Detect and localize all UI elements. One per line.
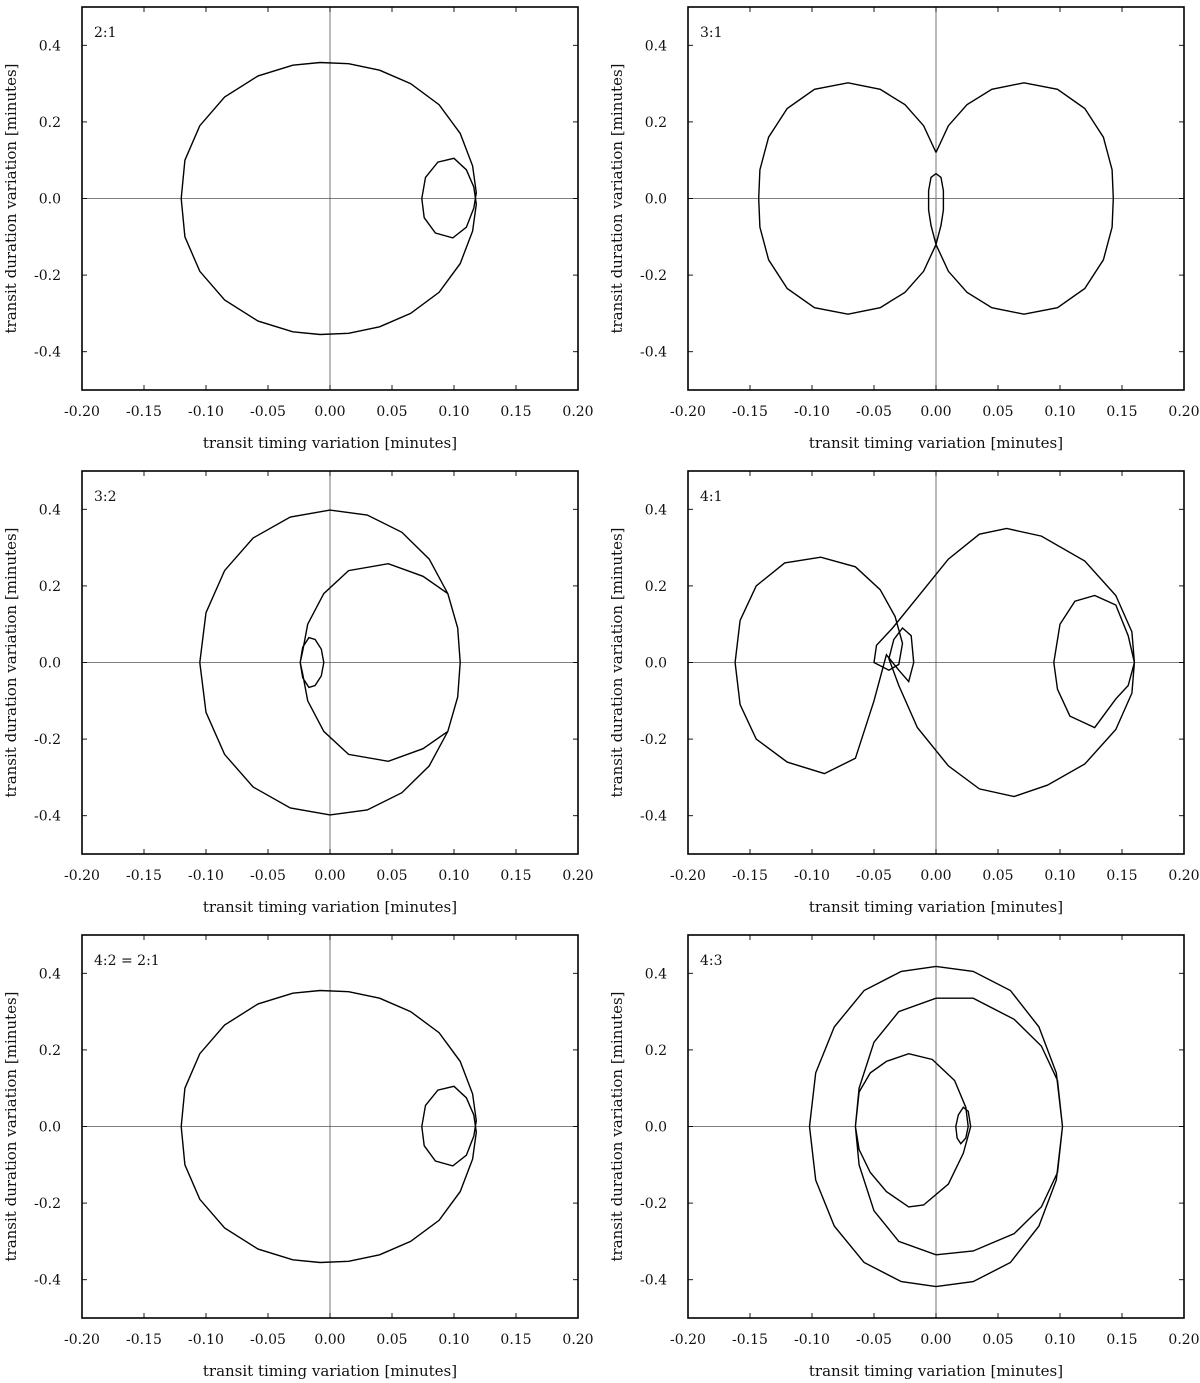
y-tick-label: -0.2 bbox=[34, 268, 61, 285]
y-tick-label: -0.2 bbox=[640, 1196, 667, 1213]
panel-4 bbox=[608, 471, 1200, 916]
x-tick-label: 0.05 bbox=[982, 1332, 1014, 1348]
x-tick-label: -0.10 bbox=[794, 1332, 830, 1348]
y-tick-label: 0.4 bbox=[644, 966, 667, 983]
x-tick-label: 0.00 bbox=[314, 404, 346, 420]
x-tick-label: 0.20 bbox=[562, 1332, 594, 1348]
x-tick-label: 0.05 bbox=[376, 1332, 408, 1348]
y-axis-label: transit duration variation [minutes] bbox=[2, 991, 20, 1262]
y-axis-label: transit duration variation [minutes] bbox=[608, 527, 626, 798]
x-tick-label: 0.15 bbox=[500, 1332, 532, 1348]
x-tick-label: 0.05 bbox=[982, 404, 1014, 420]
x-tick-label: 0.00 bbox=[920, 868, 952, 884]
x-tick-label: 0.10 bbox=[1044, 404, 1076, 420]
panel-title: 2:1 bbox=[94, 25, 117, 41]
x-tick-label: 0.00 bbox=[920, 1332, 952, 1348]
x-tick-label: 0.15 bbox=[1106, 1332, 1138, 1348]
x-tick-label: 0.05 bbox=[376, 404, 408, 420]
x-tick-label: -0.10 bbox=[794, 404, 830, 420]
panel-2 bbox=[608, 7, 1200, 452]
x-tick-label: -0.05 bbox=[250, 868, 286, 884]
y-tick-label: -0.4 bbox=[34, 808, 61, 825]
y-tick-label: -0.4 bbox=[34, 1272, 61, 1289]
x-tick-label: -0.20 bbox=[64, 404, 100, 420]
y-tick-label: -0.2 bbox=[34, 732, 61, 749]
y-tick-label: 0.4 bbox=[644, 502, 667, 519]
x-tick-label: -0.15 bbox=[732, 404, 768, 420]
x-tick-label: 0.00 bbox=[314, 1332, 346, 1348]
y-tick-label: 0.0 bbox=[38, 1119, 61, 1136]
x-tick-label: -0.05 bbox=[856, 404, 892, 420]
y-tick-label: -0.4 bbox=[640, 1272, 667, 1289]
y-tick-label: 0.0 bbox=[38, 191, 61, 208]
y-tick-label: 0.0 bbox=[644, 655, 667, 672]
x-tick-label: -0.20 bbox=[670, 1332, 706, 1348]
x-tick-label: 0.10 bbox=[438, 1332, 470, 1348]
x-tick-label: -0.20 bbox=[670, 404, 706, 420]
x-axis-label: transit timing variation [minutes] bbox=[202, 434, 458, 452]
x-tick-label: -0.15 bbox=[126, 404, 162, 420]
x-tick-label: 0.20 bbox=[1168, 868, 1200, 884]
panel-title: 4:1 bbox=[700, 489, 723, 505]
panel-title: 4:2 = 2:1 bbox=[94, 953, 160, 969]
y-tick-label: -0.4 bbox=[34, 344, 61, 361]
x-tick-label: 0.20 bbox=[562, 868, 594, 884]
x-tick-label: 0.05 bbox=[982, 868, 1014, 884]
y-tick-label: 0.4 bbox=[38, 38, 61, 55]
x-axis-label: transit timing variation [minutes] bbox=[202, 1362, 458, 1380]
x-tick-label: -0.15 bbox=[732, 868, 768, 884]
x-tick-label: -0.15 bbox=[732, 1332, 768, 1348]
x-tick-label: -0.05 bbox=[856, 1332, 892, 1348]
y-tick-label: -0.4 bbox=[640, 344, 667, 361]
y-tick-label: 0.2 bbox=[644, 114, 667, 131]
x-axis-label: transit timing variation [minutes] bbox=[808, 898, 1064, 916]
y-tick-label: 0.2 bbox=[38, 114, 61, 131]
y-tick-label: 0.2 bbox=[644, 578, 667, 595]
y-tick-label: 0.2 bbox=[644, 1042, 667, 1059]
x-tick-label: 0.10 bbox=[1044, 868, 1076, 884]
x-tick-label: -0.20 bbox=[670, 868, 706, 884]
x-tick-label: 0.00 bbox=[314, 868, 346, 884]
x-tick-label: -0.15 bbox=[126, 1332, 162, 1348]
y-tick-label: 0.2 bbox=[38, 578, 61, 595]
panel-title: 4:3 bbox=[700, 953, 723, 969]
x-tick-label: -0.10 bbox=[188, 404, 224, 420]
y-tick-label: 0.0 bbox=[644, 1119, 667, 1136]
y-axis-label: transit duration variation [minutes] bbox=[608, 63, 626, 334]
panel-1 bbox=[2, 7, 594, 452]
panel-title: 3:2 bbox=[94, 489, 117, 505]
x-tick-label: -0.20 bbox=[64, 868, 100, 884]
y-axis-label: transit duration variation [minutes] bbox=[608, 991, 626, 1262]
panel-5 bbox=[2, 935, 594, 1380]
y-tick-label: -0.4 bbox=[640, 808, 667, 825]
x-tick-label: 0.00 bbox=[920, 404, 952, 420]
y-tick-label: 0.4 bbox=[38, 966, 61, 983]
y-axis-label: transit duration variation [minutes] bbox=[2, 527, 20, 798]
y-tick-label: 0.2 bbox=[38, 1042, 61, 1059]
x-axis-label: transit timing variation [minutes] bbox=[808, 434, 1064, 452]
x-axis-label: transit timing variation [minutes] bbox=[202, 898, 458, 916]
x-tick-label: -0.05 bbox=[856, 868, 892, 884]
x-tick-label: -0.10 bbox=[188, 868, 224, 884]
y-tick-label: 0.4 bbox=[38, 502, 61, 519]
x-tick-label: -0.10 bbox=[794, 868, 830, 884]
y-axis-label: transit duration variation [minutes] bbox=[2, 63, 20, 334]
x-tick-label: -0.05 bbox=[250, 1332, 286, 1348]
x-tick-label: 0.20 bbox=[1168, 404, 1200, 420]
y-tick-label: 0.4 bbox=[644, 38, 667, 55]
x-tick-label: 0.10 bbox=[1044, 1332, 1076, 1348]
x-axis-label: transit timing variation [minutes] bbox=[808, 1362, 1064, 1380]
y-tick-label: -0.2 bbox=[34, 1196, 61, 1213]
x-tick-label: 0.15 bbox=[1106, 404, 1138, 420]
y-tick-label: -0.2 bbox=[640, 732, 667, 749]
panel-3 bbox=[2, 471, 594, 916]
x-tick-label: -0.15 bbox=[126, 868, 162, 884]
x-tick-label: 0.15 bbox=[500, 404, 532, 420]
x-tick-label: 0.15 bbox=[1106, 868, 1138, 884]
x-tick-label: 0.20 bbox=[1168, 1332, 1200, 1348]
panel-title: 3:1 bbox=[700, 25, 723, 41]
x-tick-label: -0.10 bbox=[188, 1332, 224, 1348]
panel-6 bbox=[608, 935, 1200, 1380]
y-tick-label: 0.0 bbox=[644, 191, 667, 208]
x-tick-label: 0.15 bbox=[500, 868, 532, 884]
x-tick-label: 0.10 bbox=[438, 404, 470, 420]
x-tick-label: -0.20 bbox=[64, 1332, 100, 1348]
x-tick-label: -0.05 bbox=[250, 404, 286, 420]
x-tick-label: 0.20 bbox=[562, 404, 594, 420]
y-tick-label: 0.0 bbox=[38, 655, 61, 672]
x-tick-label: 0.05 bbox=[376, 868, 408, 884]
y-tick-label: -0.2 bbox=[640, 268, 667, 285]
x-tick-label: 0.10 bbox=[438, 868, 470, 884]
